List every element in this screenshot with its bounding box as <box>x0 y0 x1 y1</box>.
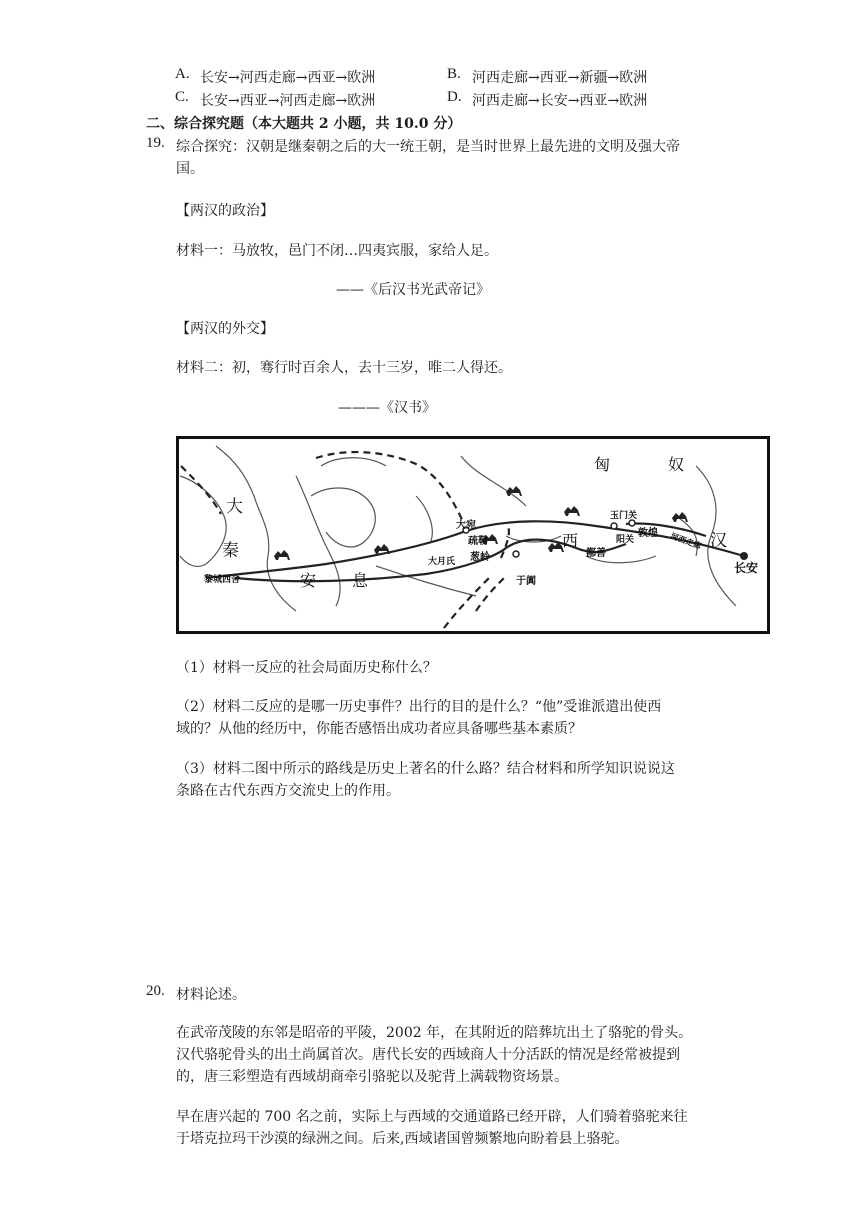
q20-title: 材料论述。 <box>176 987 246 1003</box>
map-label-yangguan: 阳关 <box>616 535 635 545</box>
q19-heading-politics: 【两汉的政治】 <box>176 203 274 219</box>
q19-sub2-line2: 域的？从他的经历中，你能否感悟出成功者应具备哪些基本素质？ <box>176 721 582 737</box>
option-d-text: 河西走廊→长安→西亚→欧洲 <box>472 93 648 109</box>
q20-number: 20. <box>146 983 165 999</box>
map-label-yutian: 于阗 <box>516 576 536 587</box>
map-label-an: 安 <box>300 571 317 590</box>
map-label-xiongnu1: 匈 <box>594 455 611 474</box>
map-label-hexi: 河西走廊 <box>669 530 703 551</box>
map-label-changan: 长安 <box>734 561 759 575</box>
q19-number: 19. <box>146 135 165 151</box>
map-label-xiongnu2: 奴 <box>668 455 685 474</box>
q20-p1-line1: 在武帝茂陵的东邻是昭帝的平陵，2002 年，在其附近的陪葬坑出土了骆驼的骨头。 <box>176 1025 693 1041</box>
option-c-letter: C. <box>175 89 189 105</box>
q19-sub3-line2: 条路在古代东西方交流史上的作用。 <box>176 783 400 799</box>
q19-heading-diplomacy: 【两汉的外交】 <box>176 321 274 337</box>
map-label-qin: 秦 <box>222 541 239 561</box>
q19-source1: ——《后汉书光武帝记》 <box>336 282 490 298</box>
map-label-shule: 疏勒 <box>468 536 488 547</box>
q19-sub2-line1: （2）材料二反应的是哪一历史事件？出行的目的是什么？“他”受谁派遣出使西 <box>176 699 662 715</box>
option-a-text: 长安→河西走廊→西亚→欧洲 <box>200 70 376 86</box>
map-label-xi-region: 西 <box>562 531 579 550</box>
section-heading: 二、综合探究题（本大题共 2 小题，共 10.0 分） <box>146 116 462 132</box>
option-c-text: 长安→西亚→河西走廊→欧洲 <box>200 93 376 109</box>
q20-p2-line2: 于塔克拉玛干沙漠的绿洲之间。后来,西域诸国曾频繁地向盼着县上骆驼。 <box>176 1131 629 1147</box>
map-label-dunhuang: 敦煌 <box>638 528 658 539</box>
map-label-xi: 息 <box>352 571 369 590</box>
map-label-dayuan: 大宛 <box>456 520 476 531</box>
q19-intro-line2: 国。 <box>176 161 204 177</box>
q19-sub1: （1）材料一反应的社会局面历史称什么？ <box>176 660 437 676</box>
map-label-dayuezhi: 大月氏 <box>428 557 456 567</box>
q20-p1-line2: 汉代骆驼骨头的出土尚属首次。唐代长安的西域商人十分活跃的情况是经常被提到 <box>176 1047 680 1063</box>
option-b-text: 河西走廊→西亚→新疆→欧洲 <box>472 70 648 86</box>
map-label-congling: 葱岭 <box>470 552 490 563</box>
option-a-letter: A. <box>175 66 190 82</box>
q19-source2: ———《汉书》 <box>338 400 436 416</box>
q19-sub3-line1: （3）材料二图中所示的路线是历史上著名的什么路？结合材料和所学知识说说这 <box>176 761 675 777</box>
q20-p1-line3: 的，唐三彩塑造有西域胡商牵引骆驼以及驼背上满载物资场景。 <box>176 1069 568 1085</box>
map-label-lijian: 黎城西舍 <box>204 575 241 585</box>
map-label-shanshan: 鄯善 <box>586 548 606 559</box>
silk-road-map <box>176 436 770 634</box>
q20-p2-line1: 早在唐兴起的 700 名之前，实际上与西域的交通道路已经开辟，人们骑着骆驼来往 <box>176 1109 688 1125</box>
q19-material1: 材料一：马放牧，邑门不闭…四夷宾服，家给人足。 <box>176 243 498 259</box>
option-b-letter: B. <box>447 66 461 82</box>
map-label-han: 汉 <box>710 531 727 551</box>
q19-intro-line1: 综合探究：汉朝是继秦朝之后的大一统王朝，是当时世界上最先进的文明及强大帝 <box>176 139 680 155</box>
map-label-da: 大 <box>226 497 243 517</box>
map-label-yumenguan: 玉门关 <box>610 511 638 521</box>
option-d-letter: D. <box>447 89 462 105</box>
q19-material2: 材料二：初，骞行时百余人，去十三岁，唯二人得还。 <box>176 360 512 376</box>
